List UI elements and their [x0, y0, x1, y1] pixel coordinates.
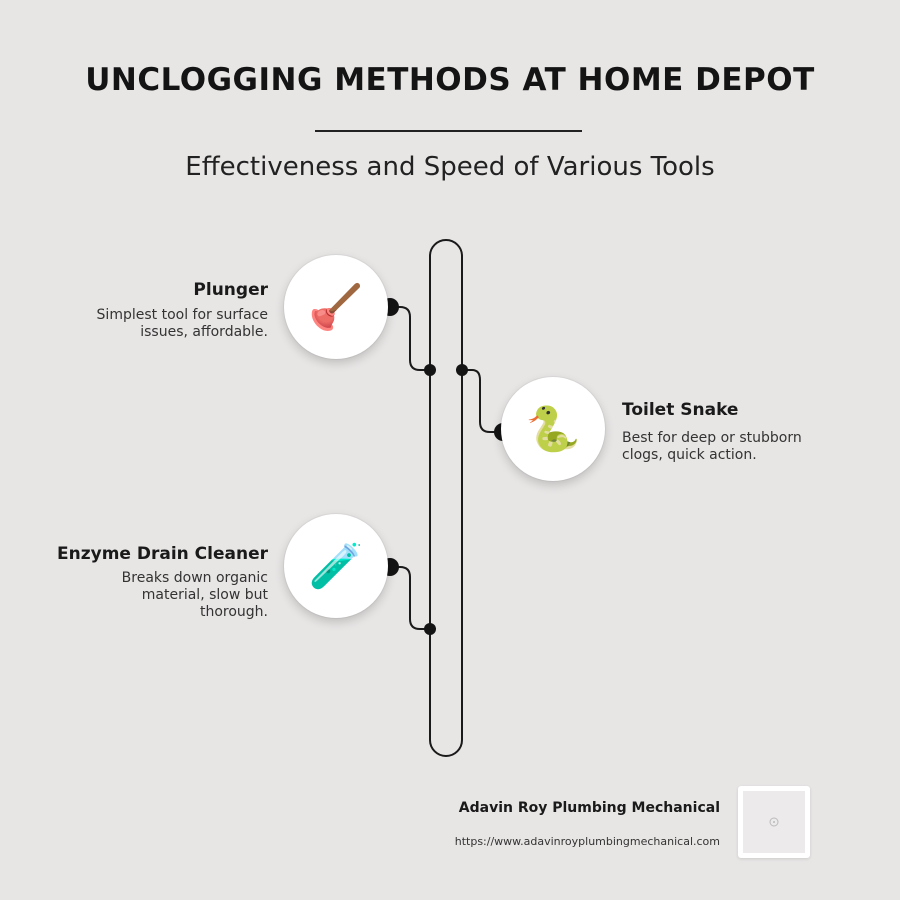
snake-icon-glyph: 🐍	[525, 404, 581, 455]
connector-snake	[462, 370, 503, 432]
qr-code-placeholder	[738, 786, 810, 858]
enzyme-description-line-1: Breaks down organic	[121, 570, 268, 586]
plunger-icon-glyph: 🪠	[308, 282, 364, 333]
enzyme-description-line-3: thorough.	[199, 604, 268, 620]
snake-description	[622, 430, 802, 464]
snake-description-line-2: clogs, quick action.	[622, 447, 757, 463]
page-title: UNCLOGGING METHODS AT HOME DEPOT	[85, 62, 815, 98]
plunger-icon	[284, 255, 388, 359]
plunger-title: Plunger	[193, 280, 268, 300]
snake-icon	[501, 377, 605, 481]
snake-description-line-1: Best for deep or stubborn	[622, 430, 802, 446]
junction-snake	[456, 364, 468, 376]
qr-code-inner	[743, 791, 805, 853]
junction-plunger	[424, 364, 436, 376]
company-url[interactable]: https://www.adavinroyplumbingmechanical.com	[454, 835, 720, 848]
junction-enzyme	[424, 623, 436, 635]
enzyme-title: Enzyme Drain Cleaner	[57, 544, 268, 564]
plunger-description-line-1: Simplest tool for surface	[96, 307, 268, 323]
test-tube-icon	[284, 514, 388, 618]
snake-title: Toilet Snake	[622, 400, 739, 420]
connector-plunger	[390, 307, 430, 370]
central-pipe	[430, 240, 462, 756]
connector-enzyme	[390, 567, 430, 629]
plunger-description	[97, 307, 268, 341]
test-tube-icon-glyph: 🧪	[308, 541, 364, 592]
enzyme-description	[122, 570, 268, 621]
company-name: Adavin Roy Plumbing Mechanical	[458, 800, 720, 816]
page-subtitle: Effectiveness and Speed of Various Tools	[185, 152, 715, 182]
plunger-description-line-2: issues, affordable.	[140, 324, 268, 340]
enzyme-description-line-2: material, slow but	[141, 587, 268, 603]
broken-image-icon	[768, 816, 780, 828]
